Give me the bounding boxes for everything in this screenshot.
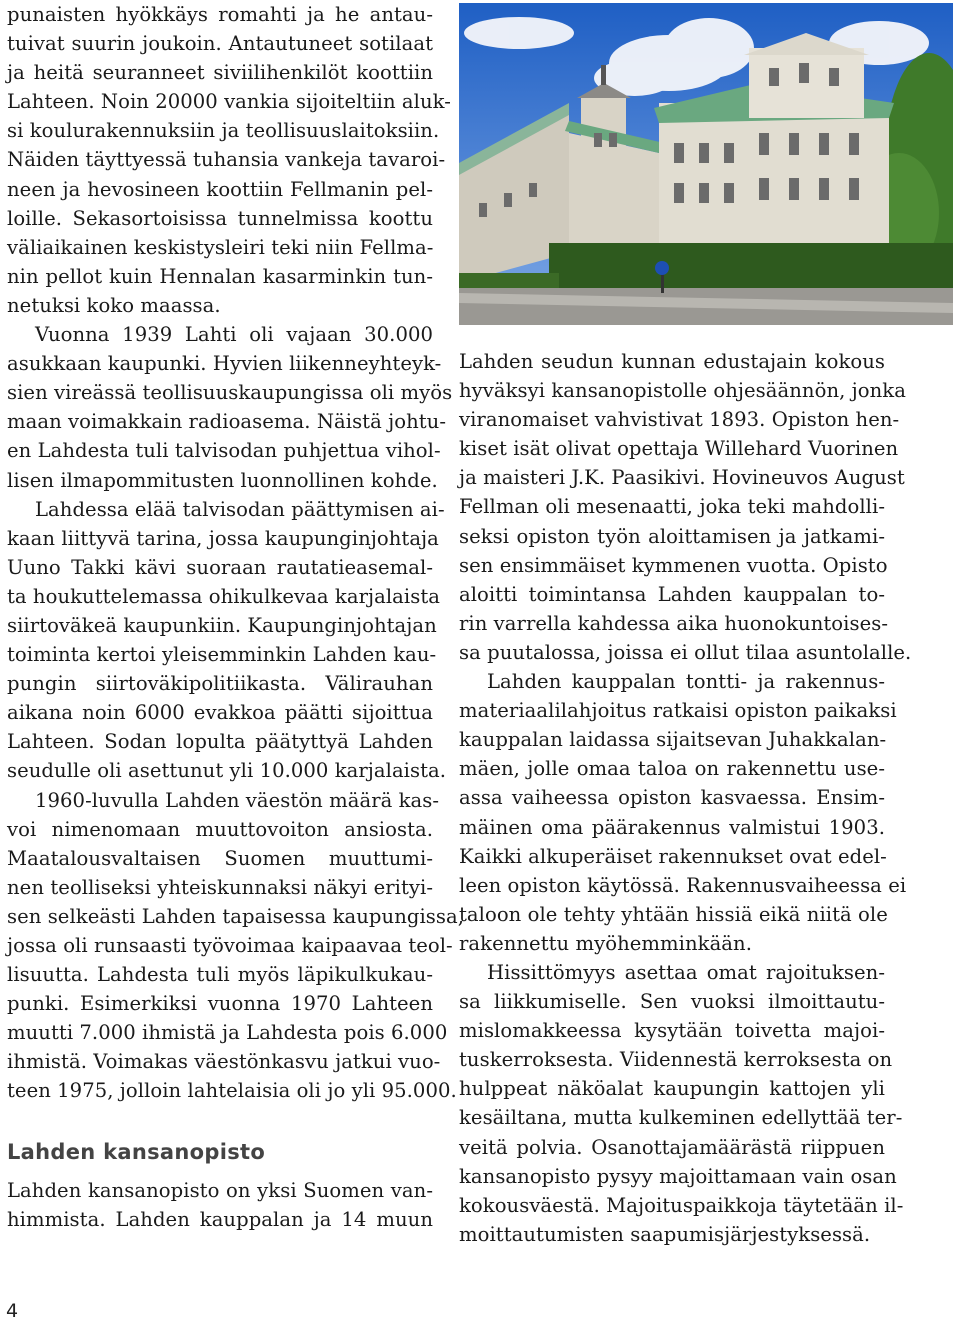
text-line: Maatalousvaltaisen Suomen muuttumi- [7, 846, 433, 870]
text-line: punki. Esimerkiksi vuonna 1970 Lahteen [7, 992, 433, 1016]
text-line: en Lahdesta tuli talvisodan puhjettua vihol- [7, 439, 441, 463]
text-line: Fellman oli mesenaatti, joka teki mahdolli- [459, 495, 885, 519]
text-line: moittautumisten saapumisjärjestyksessä. [459, 1222, 871, 1246]
text-line: ja maisteri J.K. Paasikivi. Hovineuvos August [459, 466, 905, 490]
text-line: Lahteen. Sodan lopulta päätyttyä Lahden [7, 730, 433, 754]
text-line: seudulle oli asettunut yli 10.000 karjalaista. [7, 759, 447, 783]
text-line: asukkaan kaupunki. Hyvien liikenneyhteyk- [7, 352, 442, 376]
text-line: kesäiltana, mutta kulkeminen edellyttää ter- [459, 1106, 903, 1130]
text-line: 1960-luvulla Lahden väestön määrä kas- [35, 788, 440, 812]
text-line: kaan liittyvä tarina, jossa kaupunginjohtaja [7, 526, 439, 550]
text-line: kansanopisto pysyy majoittamaan vain osan [459, 1164, 897, 1188]
text-line: Hissittömyys asettaa omat rajoituksen- [487, 960, 885, 984]
text-line: Lahden kansanopisto on yksi Suomen van- [7, 1178, 433, 1202]
page-number: 4 [6, 1300, 19, 1322]
text-line: veitä polvia. Osanottajamäärästä riippuen [459, 1135, 885, 1159]
text-line: kauppalan laidassa sijaitsevan Juhakkalan- [459, 728, 887, 752]
text-line: ta houkuttelemassa ohikulkevaa karjalaista [7, 584, 440, 608]
text-line: punaisten hyökkäys romahti ja he antau- [7, 3, 433, 26]
text-line: sa puutalossa, joissa ei ollut tilaa asuntolalle. [459, 640, 912, 664]
left-column [7, 0, 464, 1234]
text-line: lisuutta. Lahdesta tuli myös läpikulkukau- [7, 963, 433, 987]
text-line: taloon ole tehty yhtään hissiä eikä niitä ole [459, 902, 888, 926]
text-line: seksi opiston työn aloittamisen ja jatkami- [459, 524, 885, 548]
text-line: mäinen oma päärakennus valmistui 1903. [459, 815, 885, 839]
text-line: sien vireässä teollisuuskaupungissa oli myös [7, 381, 453, 405]
text-line: pungin siirtoväkipolitiikasta. Välirauhan [7, 672, 433, 696]
text-line: siirtoväkeä kaupunkiin. Kaupunginjohtajan [7, 613, 437, 637]
text-line: jossa oli runsaasti työvoimaa kaipaavaa teol- [7, 934, 453, 957]
text-line: netuksi koko maassa. [7, 293, 221, 317]
text-line: väliaikainen keskistysleiri teki niin Fellma- [7, 235, 434, 259]
text-line: materiaalilahjoitus ratkaisi opiston paikaksi [459, 699, 897, 723]
text-line: viranomaiset vahvistivat 1893. Opiston hen- [459, 408, 900, 432]
section-heading: Lahden kansanopisto [7, 1139, 266, 1164]
text-line: ja heitä seuranneet siviilihenkilöt koottiin [7, 61, 433, 85]
text-line: maan voimakkain radioasema. Näistä johtu- [7, 410, 447, 434]
text-line: si koulurakennuksiin ja teollisuuslaitoksiin. [7, 119, 440, 143]
text-line: tuivat suurin joukoin. Antautuneet sotilaat [7, 32, 433, 56]
text-line: Vuonna 1939 Lahti oli vajaan 30.000 [35, 323, 433, 347]
text-line: neen ja hevosineen koottiin Fellmanin pel- [7, 177, 433, 201]
text-line: nin pellot kuin Hennalan kasarminkin tun- [7, 264, 433, 288]
text-line: hulppeat näköalat kaupungin kattojen yli [459, 1077, 885, 1101]
text-line: Lahteen. Noin 20000 vankia sijoiteltiin aluk- [7, 90, 451, 114]
text-line: leen opiston käytössä. Rakennusvaiheessa ei [459, 873, 907, 897]
text-line: rin varrella kahdessa aika huonokuntoises- [459, 611, 888, 635]
text-line: lisen ilmapommitusten luonnollinen kohde. [7, 468, 438, 492]
text-line: Lahdessa elää talvisodan päättymisen ai- [35, 497, 445, 521]
text-line: aloitti toimintansa Lahden kauppalan to- [459, 582, 885, 606]
text-line: Kaikki alkuperäiset rakennukset ovat edel- [459, 844, 887, 868]
text-line: Lahden seudun kunnan edustajain kokous [459, 350, 885, 373]
text-line: toiminta kertoi yleisemminkin Lahden kau- [7, 643, 437, 667]
text-line: assa vaiheessa opiston kasvaessa. Ensim- [459, 786, 885, 810]
text-line: sen ensimmäiset kymmenen vuotta. Opisto [459, 553, 888, 577]
building-photo [459, 3, 953, 325]
text-line: Lahden kauppalan tontti- ja rakennus- [487, 670, 885, 694]
right-column [459, 347, 912, 1249]
text-line: muutti 7.000 ihmistä ja Lahdesta pois 6.000 [7, 1021, 448, 1045]
text-line: himmista. Lahden kauppalan ja 14 muun [7, 1207, 433, 1231]
text-line: hyväksyi kansanopistolle ohjesäännön, jonka [459, 379, 906, 403]
text-line: kiset isät olivat opettaja Willehard Vuorinen [459, 437, 899, 461]
text-line: kokousväestä. Majoituspaikkoja täytetään il- [459, 1193, 904, 1217]
text-line: mäen, jolle omaa taloa on rakennettu use- [459, 757, 885, 781]
text-line: sa liikkumiselle. Sen vuoksi ilmoittautu- [459, 990, 885, 1014]
text-line: teen 1975, jolloin lahtelaisia oli jo yli 95.000. [7, 1079, 457, 1103]
text-line: rakennettu myöhemminkään. [459, 931, 752, 955]
text-line: voi nimenomaan muuttovoiton ansiosta. [7, 817, 433, 841]
text-line: tuskerroksesta. Viidennestä kerroksesta on [459, 1048, 893, 1072]
text-line: ihmistä. Voimakas väestönkasvu jatkui vuo- [7, 1050, 441, 1074]
text-line: loille. Sekasortoisissa tunnelmissa koottu [7, 206, 433, 230]
text-line: Näiden täyttyessä tuhansia vankeja tavaroi- [7, 148, 446, 172]
text-line: aikana noin 6000 evakkoa päätti sijoittua [7, 701, 433, 725]
text-line: sen selkeästi Lahden tapaisessa kaupungissa, [7, 904, 464, 928]
building-illustration [459, 3, 953, 325]
text-line: Uuno Takki kävi suoraan rautatieasemal- [7, 555, 433, 579]
text-line: mislomakkeessa kysytään toivetta majoi- [459, 1019, 885, 1043]
text-line: nen teolliseksi yhteiskunnaksi näkyi erityi- [7, 875, 433, 899]
